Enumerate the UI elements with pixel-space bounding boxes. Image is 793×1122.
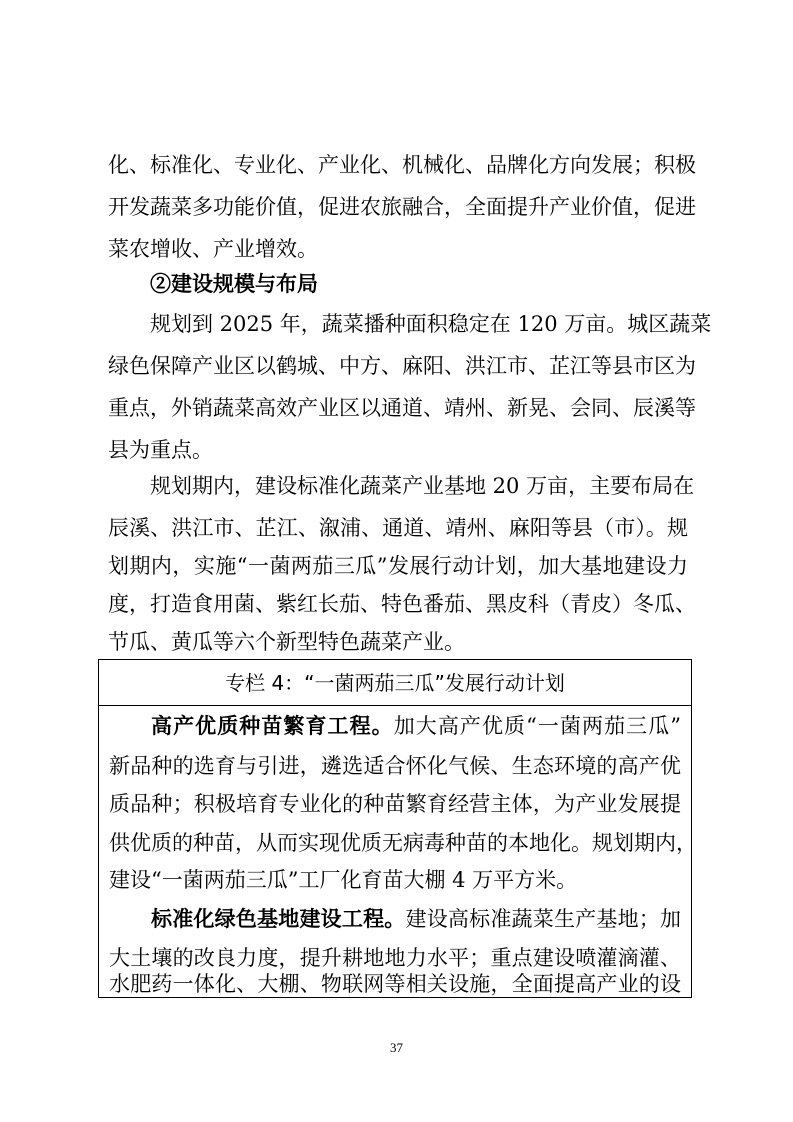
intro-line-3: 菜农增收、产业增效。 xyxy=(108,237,318,261)
box-item2-line-1 xyxy=(109,905,681,933)
para1-line-1: 规划到 2025 年，蔬菜播种面积稳定在 120 万亩。城区蔬菜 xyxy=(150,312,712,336)
box-item1-line-2: 新品种的选育与引进，遴选适合怀化气候、生态环境的高产优 xyxy=(109,754,681,778)
box-item1-heading: 高产优质种苗繁育工程。 xyxy=(151,713,394,738)
para2-line-3: 划期内，实施“一菌两茄三瓜”发展行动计划，加大基地建设力 xyxy=(108,554,688,578)
box-item2-line-2: 大土壤的改良力度，提升耕地地力水平；重点建设喷灌滴灌、 xyxy=(109,946,681,970)
para2-line-5: 节瓜、黄瓜等六个新型特色蔬菜产业。 xyxy=(108,630,465,654)
para2-line-4: 度，打造食用菌、紫红长茄、特色番茄、黑皮科（青皮）冬瓜、 xyxy=(108,592,696,616)
box-item1-line-5: 建设“一菌两茄三瓜”工厂化育苗大棚 4 万平方米。 xyxy=(109,868,578,892)
box-item2-line-3: 水肥药一体化、大棚、物联网等相关设施，全面提高产业的设 xyxy=(109,972,681,996)
section-heading: ②建设规模与布局 xyxy=(150,271,318,296)
para2-line-1: 规划期内，建设标准化蔬菜产业基地 20 万亩，主要布局在 xyxy=(150,474,695,498)
box-item1-line-4: 供优质的种苗，从而实现优质无病毒种苗的本地化。规划期内， xyxy=(109,831,697,855)
feature-box xyxy=(98,659,697,998)
box-item1-first-rest: 加大高产优质“一菌两茄三瓜” xyxy=(393,714,681,738)
box-item2-first-rest: 建设高标准蔬菜生产基地；加 xyxy=(405,907,681,931)
intro-line-1: 化、标准化、专业化、产业化、机械化、品牌化方向发展；积极 xyxy=(108,153,696,177)
para1-line-4: 县为重点。 xyxy=(108,438,213,462)
intro-line-2: 开发蔬菜多功能价值，促进农旅融合，全面提升产业价值，促进 xyxy=(108,195,696,219)
para2-line-2: 辰溪、洪江市、芷江、溆浦、通道、靖州、麻阳等县（市）。规 xyxy=(108,516,688,540)
box-item2-heading: 标准化绿色基地建设工程。 xyxy=(151,906,406,931)
box-title: 专栏 4：“一菌两茄三瓜”发展行动计划 xyxy=(99,660,691,706)
box-item1-line-3: 质品种；积极培育专业化的种苗繁育经营主体，为产业发展提 xyxy=(109,792,681,816)
page-number: 37 xyxy=(390,1040,403,1055)
box-item1-line-1 xyxy=(109,712,681,740)
para1-line-3: 重点，外销蔬菜高效产业区以通道、靖州、新晃、会同、辰溪等 xyxy=(108,396,696,420)
para1-line-2: 绿色保障产业区以鹤城、中方、麻阳、洪江市、芷江等县市区为 xyxy=(108,354,696,378)
